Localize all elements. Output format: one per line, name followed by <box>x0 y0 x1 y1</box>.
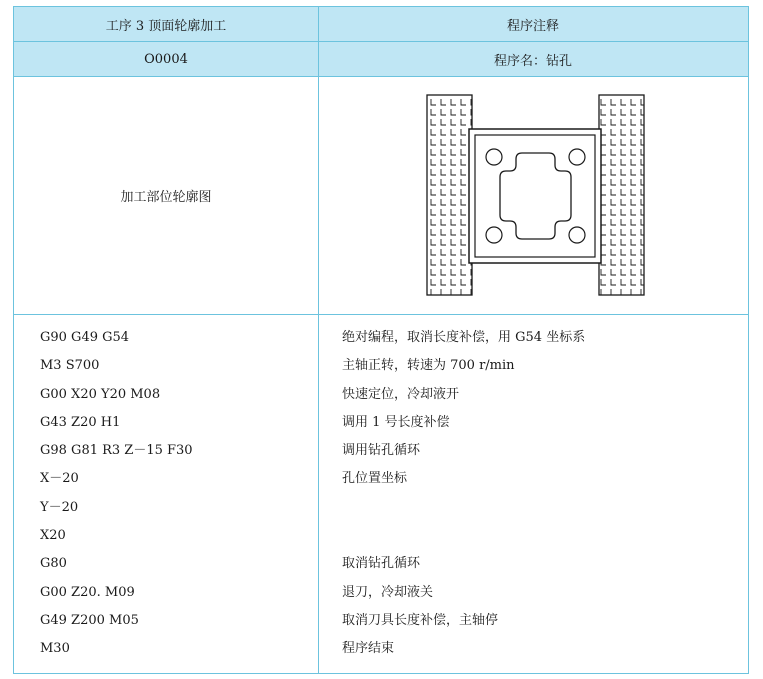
nc-code-line: X－20 <box>40 471 79 487</box>
comment-list <box>342 324 585 664</box>
part-contour-drawing-icon <box>319 77 747 314</box>
nc-code-line: G90 G49 G54 <box>40 330 130 345</box>
nc-code-line: G00 Z20. M09 <box>40 584 135 600</box>
comment-line: 取消钻孔循环 <box>342 556 421 572</box>
comment-line <box>342 522 585 550</box>
comment-column-title: 程序注释 <box>506 18 559 34</box>
comment-line: 取消刀具长度补偿，主轴停 <box>342 612 499 628</box>
nc-code-list <box>40 324 193 664</box>
comment-line: 调用钻孔循环 <box>342 443 421 459</box>
nc-code-line: M3 S700 <box>40 358 100 374</box>
nc-code-line: X20 <box>40 528 66 544</box>
nc-code-line: G43 Z20 H1 <box>40 414 121 430</box>
nc-code-line: G80 <box>40 556 67 572</box>
program-name: 程序名：钻孔 <box>493 53 572 69</box>
comment-line: 主轴正转，转速为 700 r/min <box>342 358 515 374</box>
comment-line: 绝对编程，取消长度补偿，用 G54 坐标系 <box>342 330 586 345</box>
figure-label: 加工部位轮廓图 <box>120 190 212 205</box>
comment-line <box>342 494 585 522</box>
nc-code-line: G98 G81 R3 Z－15 F30 <box>40 443 193 459</box>
comment-line: 快速定位，冷却液开 <box>342 386 460 402</box>
right-clamp-icon <box>599 95 644 295</box>
comment-line: 退刀，冷却液关 <box>342 584 434 600</box>
program-table <box>13 6 749 674</box>
left-clamp-icon <box>427 95 472 295</box>
nc-code-line: G49 Z200 M05 <box>40 612 139 628</box>
workpiece-icon <box>469 129 601 263</box>
comment-line: 调用 1 号长度补偿 <box>342 414 450 430</box>
row-divider <box>14 314 748 315</box>
nc-code-line: M30 <box>40 641 70 657</box>
comment-line: 孔位置坐标 <box>342 471 408 487</box>
nc-code-line: G00 X20 Y20 M08 <box>40 386 161 402</box>
nc-code-line: Y－20 <box>40 499 79 515</box>
operation-title: 工序 3 顶面轮廓加工 <box>105 18 227 34</box>
program-number: O0004 <box>144 51 188 67</box>
comment-line: 程序结束 <box>342 641 395 657</box>
